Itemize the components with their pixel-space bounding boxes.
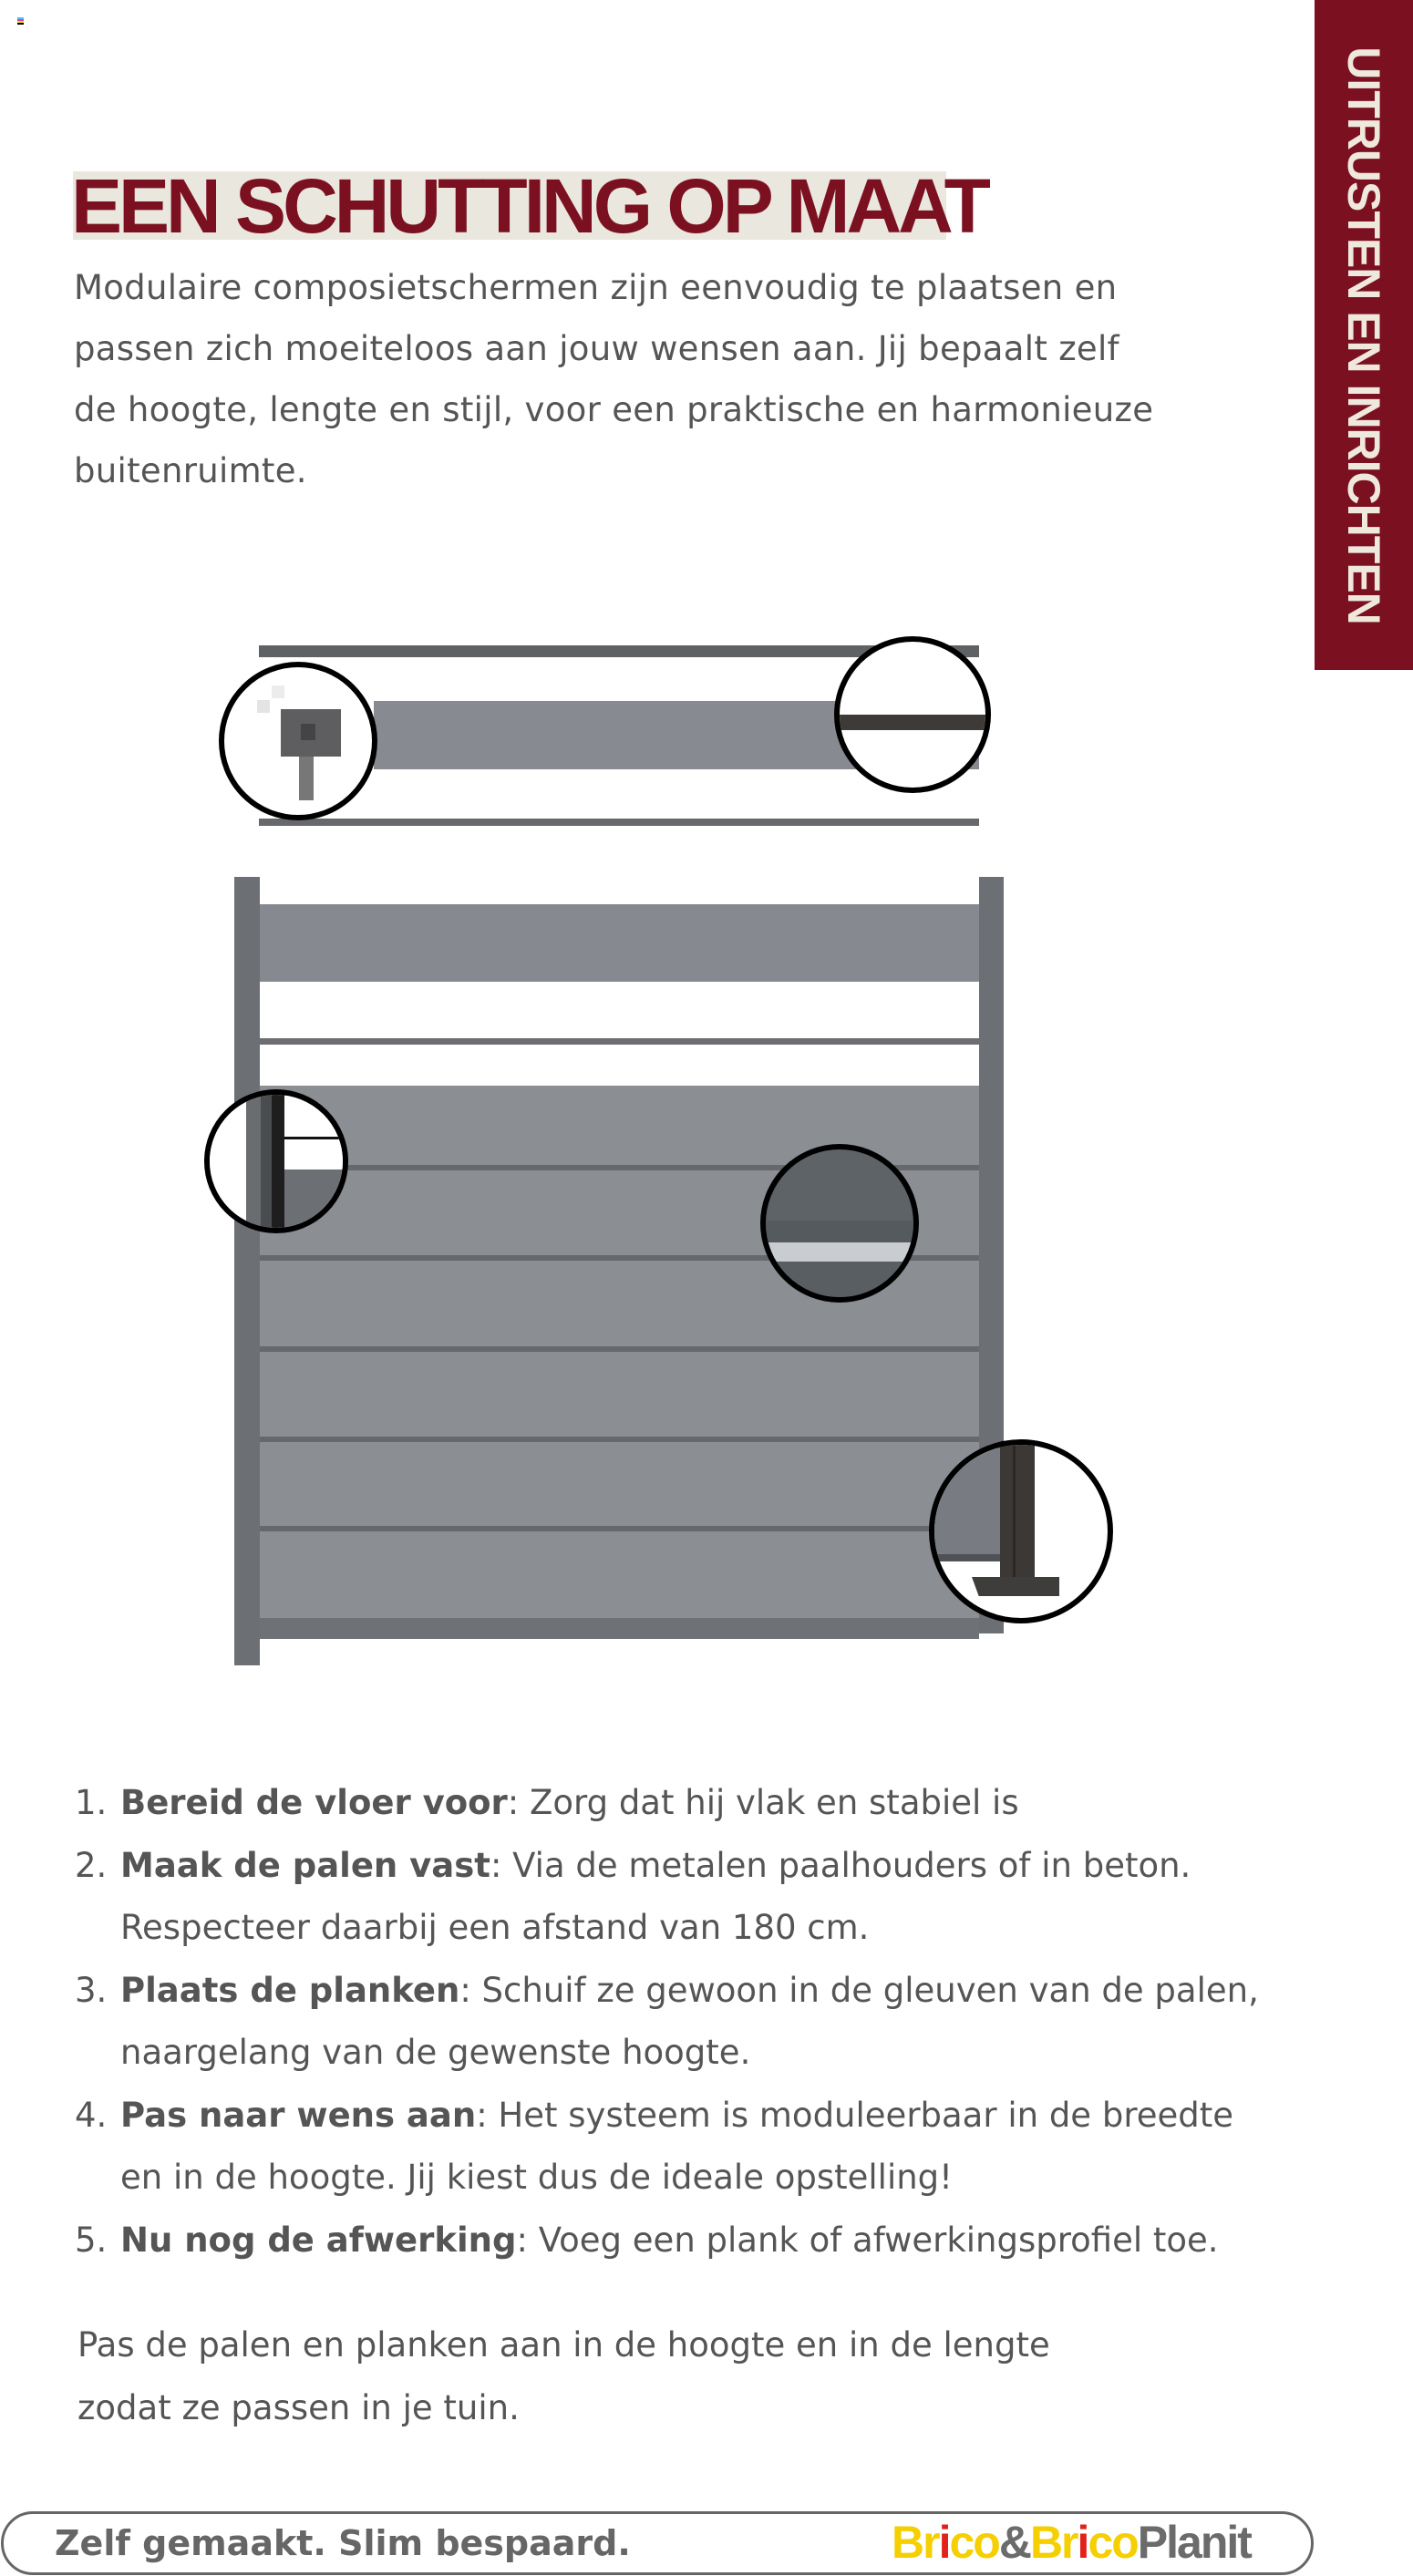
step-text: : Schuif ze gewoon in de gleuven van de palen, (459, 1970, 1259, 2010)
step-text: : Zorg dat hij vlak en stabiel is (507, 1783, 1019, 1822)
step-text: Respecteer daarbij een afstand van 180 cm. (120, 1908, 870, 1947)
step-number: 2. (75, 1845, 108, 1885)
logo-text: Planit (1137, 2517, 1251, 2568)
step-text: : Het systeem is moduleerbaar in de breedte (476, 2095, 1234, 2135)
print-color-marker (17, 17, 24, 26)
bottom-rail (259, 819, 979, 826)
plank-joint (260, 1437, 979, 1442)
bottom-plank-band (260, 1618, 979, 1639)
page-title: EEN SCHUTTING OP MAAT (71, 163, 987, 249)
left-post (234, 877, 260, 1665)
brand-logo[interactable] (892, 2518, 1251, 2567)
closing-line: zodat ze passen in je tuin. (77, 2388, 520, 2427)
post-slot-detail-callout (204, 1089, 348, 1233)
step-item (75, 1960, 1296, 2085)
step-item (75, 2210, 1296, 2272)
step-text: en in de hoogte. Jij kiest dus de ideale opstelling! (120, 2158, 954, 2197)
intro-line: buitenruimte. (74, 451, 307, 490)
intro-line: de hoogte, lengte en stijl, voor een praktische en harmonieuze (74, 390, 1154, 429)
footer-tagline: Zelf gemaakt. Slim bespaard. (55, 2523, 631, 2563)
plank-joint (260, 1346, 979, 1352)
step-title: Pas naar wens aan (120, 2095, 477, 2135)
plank-joint (260, 1526, 979, 1531)
step-item (75, 1772, 1296, 1835)
closing-paragraph (77, 2313, 1171, 2439)
step-title: Nu nog de afwerking (120, 2220, 517, 2260)
bracket-detail-callout (219, 662, 377, 820)
logo-text: i (938, 2517, 950, 2568)
top-plank (260, 904, 979, 982)
step-number: 1. (75, 1783, 108, 1822)
step-text: : Voeg een plank of afwerkingsprofiel toe. (516, 2220, 1219, 2260)
step-item (75, 2085, 1296, 2210)
step-number: 5. (75, 2220, 108, 2260)
logo-text: Br (1029, 2517, 1078, 2568)
step-title: Bereid de vloer voor (120, 1783, 508, 1822)
plank-joint-detail-callout (760, 1144, 919, 1303)
step-text: : Via de metalen paalhouders of in beton. (490, 1845, 1191, 1885)
intro-line: passen zich moeiteloos aan jouw wensen aan. Jij bepaalt zelf (74, 329, 1119, 368)
steps-list (75, 1772, 1296, 2272)
logo-text: co (1088, 2517, 1138, 2568)
step-title: Plaats de planken (120, 1970, 460, 2010)
step-item (75, 1835, 1296, 1960)
thin-rail (260, 1038, 979, 1045)
section-label: UITRUSTEN EN INRICHTEN (1338, 46, 1389, 624)
closing-line: Pas de palen en planken aan in de hoogte en in de lengte (77, 2325, 1050, 2365)
intro-paragraph (74, 257, 1259, 501)
section-side-tab (1315, 0, 1413, 670)
step-text: naargelang van de gewenste hoogte. (120, 2033, 751, 2072)
logo-ampersand: & (998, 2517, 1030, 2568)
intro-line: Modulaire composietschermen zijn eenvoudig te plaatsen en (74, 268, 1118, 307)
step-number: 4. (75, 2095, 108, 2135)
logo-text: Br (892, 2517, 939, 2568)
rail-detail-callout (834, 636, 991, 793)
logo-text: co (949, 2517, 999, 2568)
logo-text: i (1077, 2517, 1088, 2568)
step-title: Maak de palen vast (120, 1845, 490, 1885)
step-number: 3. (75, 1970, 108, 2010)
post-base-detail-callout (929, 1439, 1113, 1623)
